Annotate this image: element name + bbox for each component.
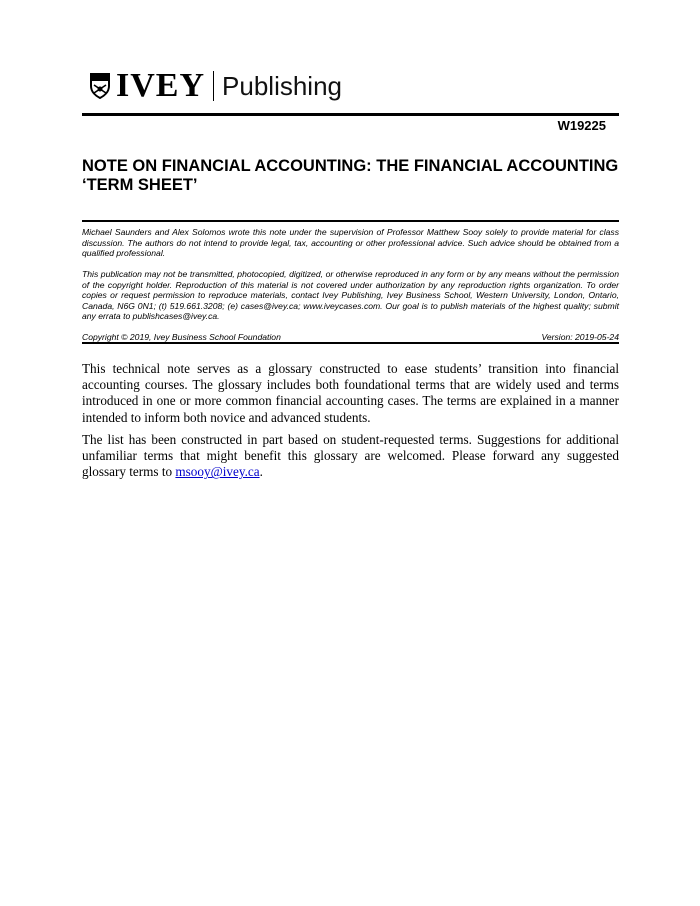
notice-bottom-rule xyxy=(82,342,619,344)
copyright-notice: This publication may not be transmitted, photocopied, digitized, or otherwise reproduced in any form or by any means without the permission of the copyright holder. Reproduction of this material is not covered under authorization by any reproduction rights organization. To order copies or request permission to reproduce materials, contact Ivey Publishing, Ivey Business School, Western University, London, Ontario, Canada, N6G 0N1; (t) 519.661.3208; (e) cases@ivey.ca; www.iveycases.com. Our goal is to publish materials of the highest quality; submit any errata to publishcases@ivey.ca. xyxy=(82,269,619,321)
authorship-note: Michael Saunders and Alex Solomos wrote this note under the supervision of Professor Matthew Sooy solely to provide material for class discussion. The authors do not intend to provide legal, tax, accounting or other professional advice. Such advice should be obtained from a qualified professional. xyxy=(82,227,619,258)
publisher-name: Publishing xyxy=(222,71,343,101)
version-label: Version: 2019-05-24 xyxy=(541,332,619,342)
copyright-row xyxy=(82,332,619,342)
case-id: W19225 xyxy=(557,118,606,133)
suggestions-end: . xyxy=(259,464,263,480)
publisher-header xyxy=(90,64,342,108)
brand-wordmark: IVEY xyxy=(116,67,206,104)
header-rule xyxy=(82,113,619,116)
document-title: NOTE ON FINANCIAL ACCOUNTING: THE FINANCIAL ACCOUNTING ‘TERM SHEET’ xyxy=(82,157,619,194)
suggestions-paragraph xyxy=(82,432,619,481)
header-divider xyxy=(213,71,214,101)
notice-top-rule xyxy=(82,220,619,222)
shield-crest-icon xyxy=(90,73,110,99)
contact-email-link[interactable]: msooy@ivey.ca xyxy=(175,464,260,480)
copyright-line: Copyright © 2019, Ivey Business School Foundation xyxy=(82,332,281,342)
suggestions-text: The list has been constructed in part based on student-requested terms. Suggestions for additional unfamiliar terms that might benefit this glossary are welcomed. Please forward any suggested glossary terms to xyxy=(82,432,619,480)
intro-paragraph: This technical note serves as a glossary constructed to ease students’ transition into financial accounting courses. The glossary includes both foundational terms that are widely used and terms introduced in one or more common financial accounting cases. The terms are explained in a manner intended to inform both novice and advanced students. xyxy=(82,361,619,425)
